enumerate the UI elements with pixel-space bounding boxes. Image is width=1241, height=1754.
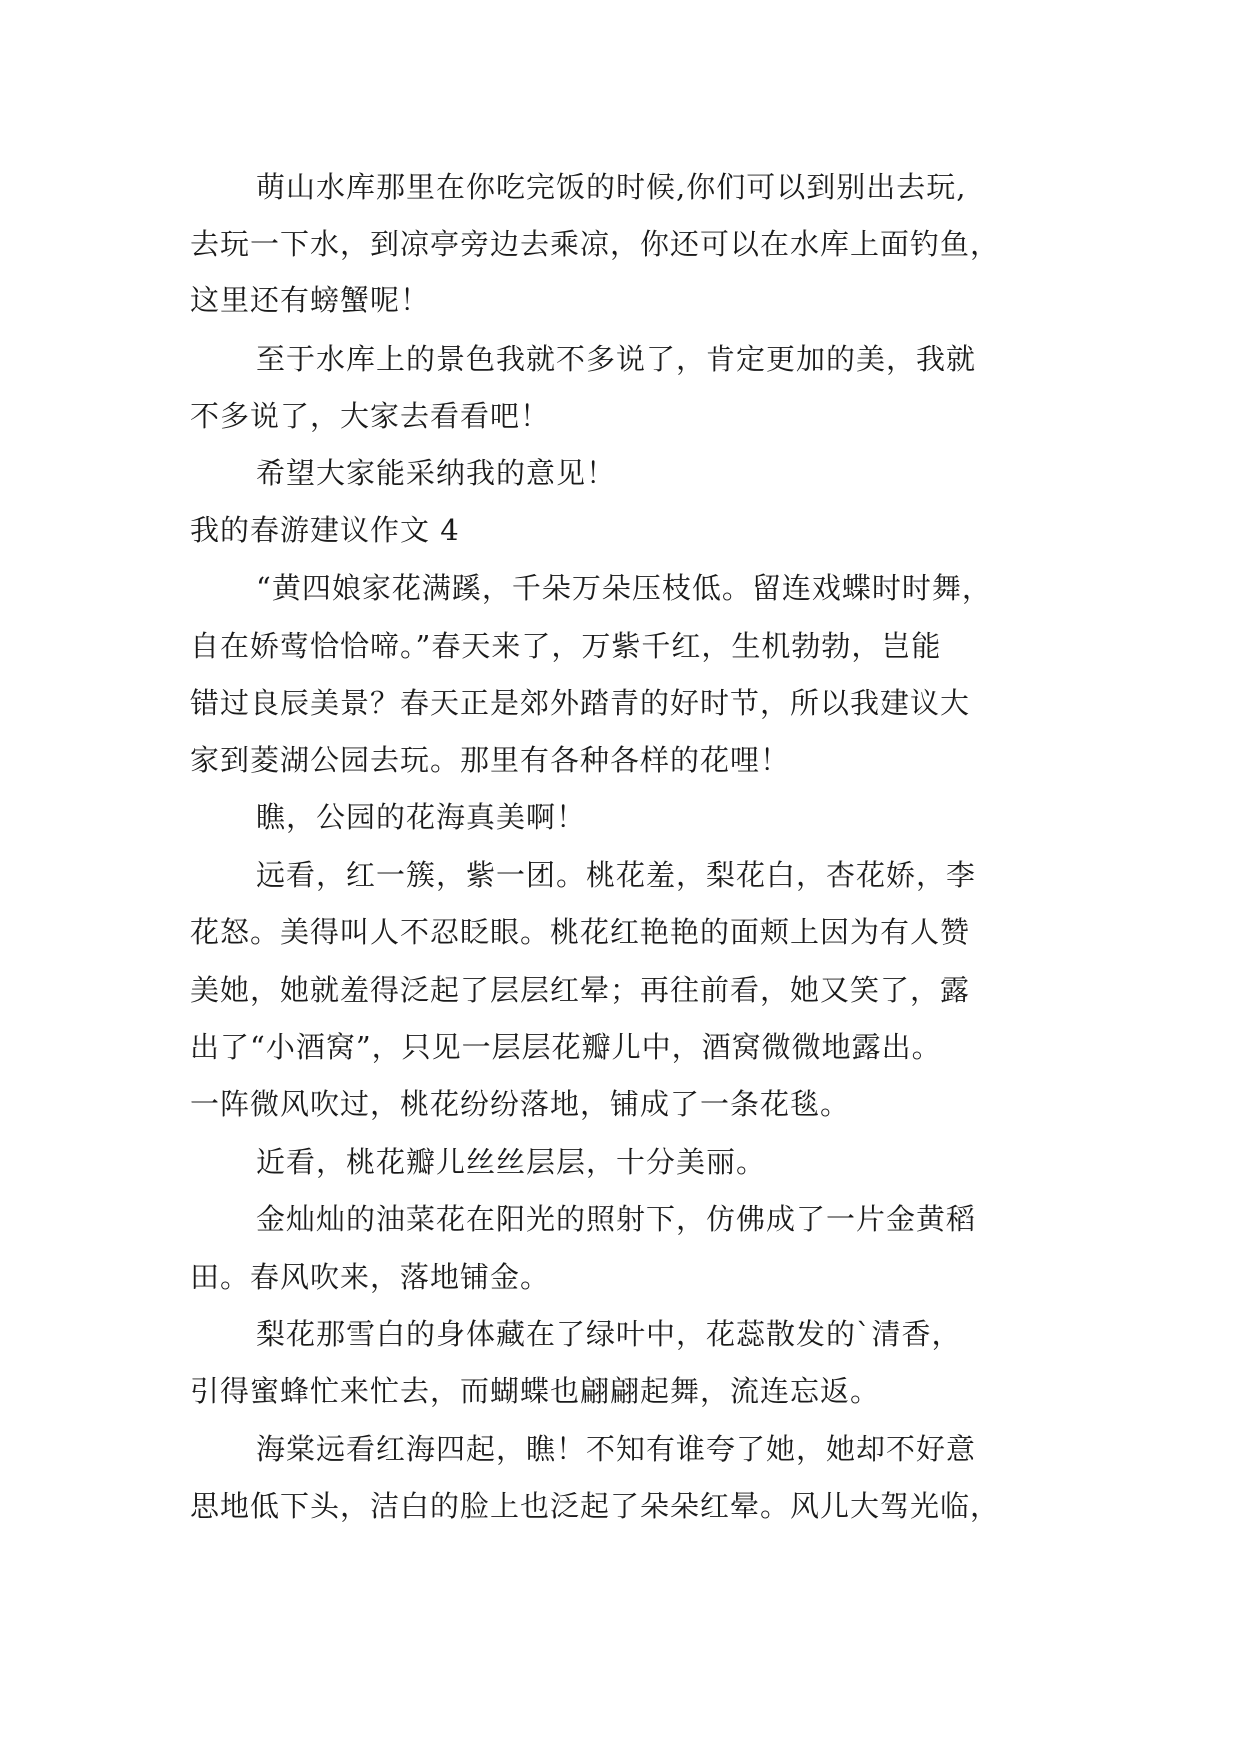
section-heading: 我的春游建议作文 4 [190,513,460,547]
paragraph-line: 一阵微风吹过，桃花纷纷落地，铺成了一条花毯。 [190,1087,851,1121]
paragraph-line: 思地低下头，洁白的脸上也泛起了朵朵红晕。风儿大驾光临， [190,1489,1001,1523]
paragraph-line: 希望大家能采纳我的意见！ [256,456,617,490]
paragraph-line: 田。春风吹来，落地铺金。 [190,1260,551,1294]
paragraph-line: 引得蜜蜂忙来忙去，而蝴蝶也翩翩起舞，流连忘返。 [190,1374,881,1408]
paragraph-line: 出了“小酒窝”，只见一层层花瓣儿中，酒窝微微地露出。 [190,1030,942,1064]
paragraph-line: 错过良辰美景？春天正是郊外踏青的好时节，所以我建议大 [190,686,971,720]
paragraph-line: 海棠远看红海四起，瞧！不知有谁夸了她，她却不好意 [256,1432,977,1466]
paragraph-line: 家到菱湖公园去玩。那里有各种各样的花哩！ [190,743,791,777]
paragraph-line: “黄四娘家花满蹊，千朵万朵压枝低。留连戏蝶时时舞， [256,571,992,605]
paragraph-line: 瞧，公园的花海真美啊！ [256,800,587,834]
paragraph-line: 美她，她就羞得泛起了层层红晕；再往前看，她又笑了，露 [190,973,971,1007]
paragraph-line: 花怒。美得叫人不忍眨眼。桃花红艳艳的面颊上因为有人赞 [190,915,971,949]
paragraph-line: 这里还有螃蟹呢！ [190,283,431,317]
paragraph-line: 去玩一下水，到凉亭旁边去乘凉，你还可以在水库上面钓鱼， [190,227,1001,261]
paragraph-line: 金灿灿的油菜花在阳光的照射下，仿佛成了一片金黄稻 [256,1202,977,1236]
paragraph-line: 远看，红一簇，紫一团。桃花羞，梨花白，杏花娇，李 [256,858,977,892]
paragraph-line: 梨花那雪白的身体藏在了绿叶中，花蕊散发的`清香， [256,1317,962,1351]
paragraph-line: 近看，桃花瓣儿丝丝层层，十分美丽。 [256,1145,767,1179]
paragraph-line: 至于水库上的景色我就不多说了，肯定更加的美，我就 [256,342,977,376]
paragraph-line: 萌山水库那里在你吃完饭的时候,你们可以到别出去玩, [256,170,967,204]
paragraph-line: 不多说了，大家去看看吧！ [190,399,551,433]
paragraph-line: 自在娇莺恰恰啼。”春天来了，万紫千红，生机勃勃，岂能 [190,629,942,663]
